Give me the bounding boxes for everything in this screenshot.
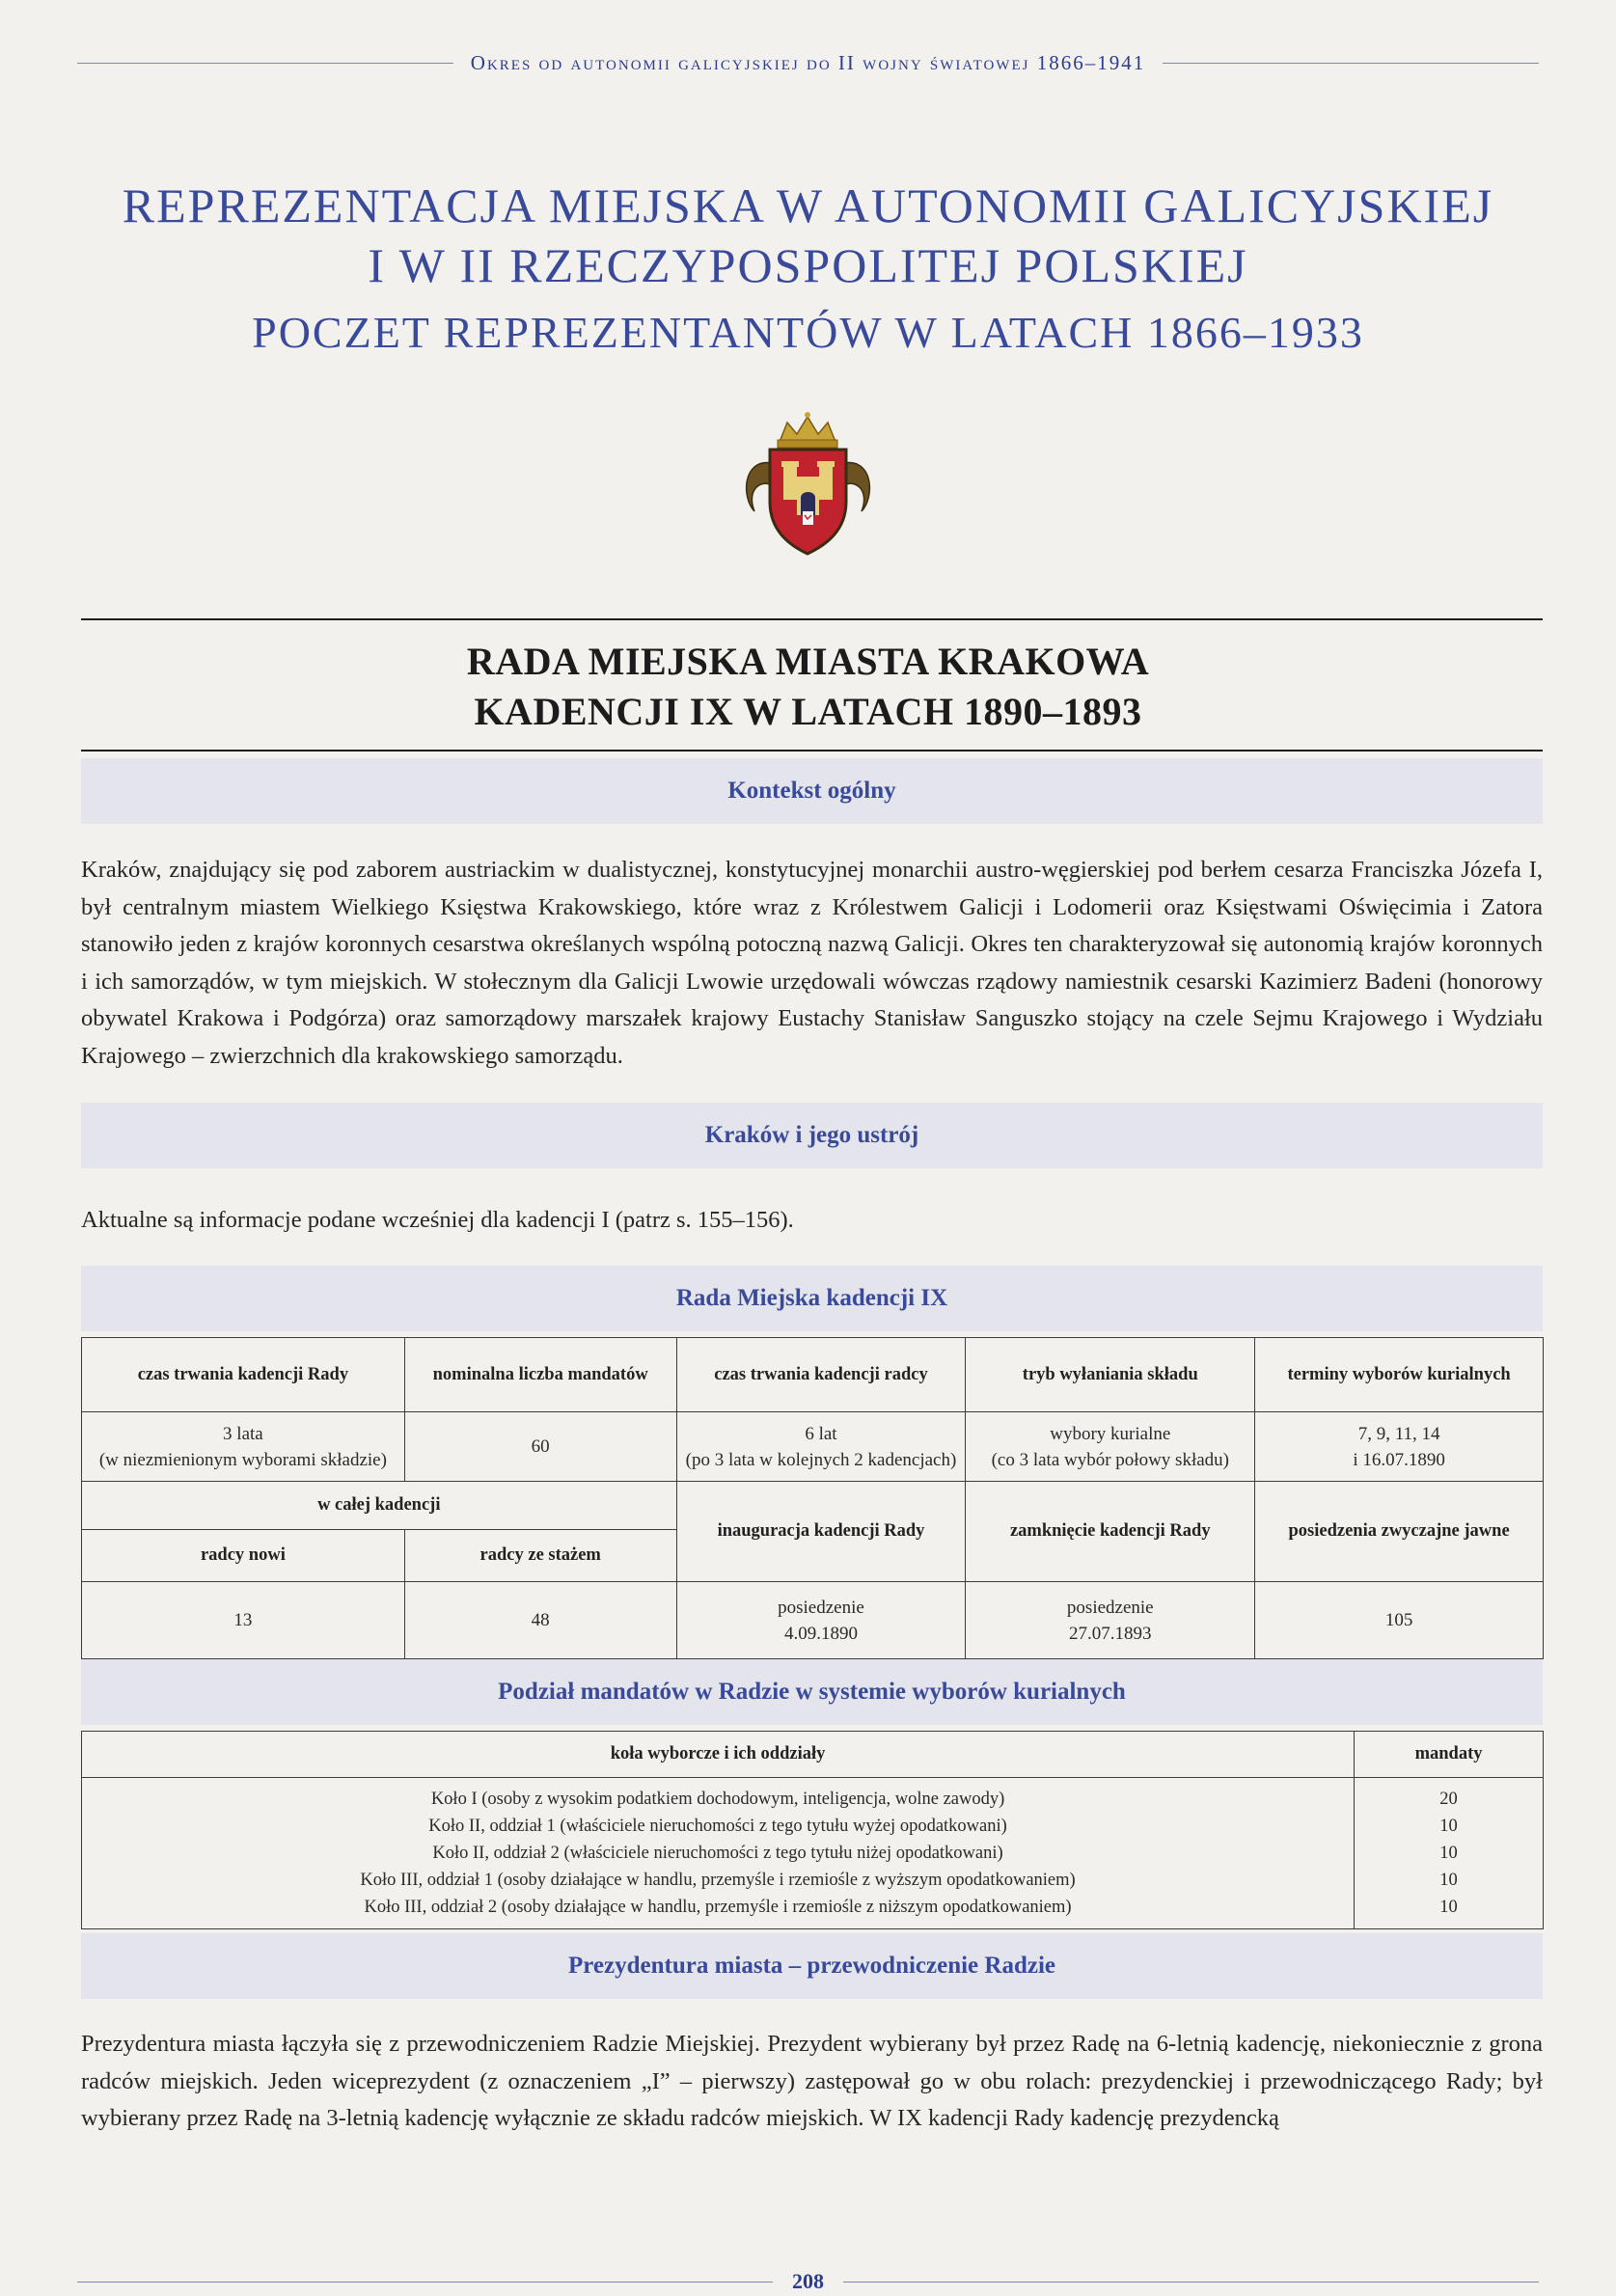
- cell-sessions: 105: [1255, 1582, 1544, 1659]
- council-values-row-2: [82, 1582, 1544, 1659]
- mandate-count: 10: [1439, 1871, 1458, 1890]
- header-inauguration: inauguracja kadencji Rady: [676, 1482, 966, 1582]
- header-duration: czas trwania kadencji Rady: [82, 1338, 405, 1412]
- header-closing: zamknięcie kadencji Rady: [966, 1482, 1255, 1582]
- mandate-count: 20: [1439, 1790, 1458, 1809]
- circle-row: Koło II, oddział 1 (właściciele nieruchomości z tego tytułu wyżej opodatkowani): [428, 1817, 1007, 1836]
- cell-inauguration: [676, 1582, 966, 1659]
- section-band-mandates: Podział mandatów w Radzie w systemie wyborów kurialnych: [81, 1659, 1543, 1725]
- closing-line-1: posiedzenie: [1066, 1597, 1154, 1618]
- heading-rule-bottom: [81, 750, 1543, 752]
- main-title-line-2: I W II RZECZYPOSPOLITEJ POLSKIEJ: [368, 238, 1248, 292]
- header-rule-right: [1163, 63, 1539, 64]
- running-header-text: Okres od autonomii galicyjskiej do II wojny światowej 1866–1941: [470, 50, 1146, 74]
- mandates-header-row: [82, 1732, 1544, 1778]
- councillor-term-main: 6 lat: [805, 1423, 837, 1444]
- cell-duration: [82, 1412, 405, 1482]
- council-header-row-2a: [82, 1482, 1544, 1530]
- mandates-table: [81, 1731, 1544, 1929]
- cell-mandates: 60: [404, 1412, 676, 1482]
- mode-main: wybory kurialne: [1050, 1423, 1171, 1444]
- presidency-paragraph: [81, 2026, 1543, 2138]
- structure-paragraph: [81, 1202, 1543, 1240]
- mode-note: (co 3 lata wybór połowy składu): [991, 1449, 1229, 1470]
- inauguration-line-2: 4.09.1890: [783, 1623, 858, 1644]
- mandates-count-list: [1355, 1778, 1544, 1929]
- inauguration-line-1: posiedzenie: [778, 1597, 864, 1618]
- cell-experienced-councillors: 48: [404, 1582, 676, 1659]
- context-paragraph: [81, 852, 1543, 1075]
- dates-line-2: i 16.07.1890: [1353, 1449, 1445, 1470]
- presidency-text: Prezydentura miasta łączyła się z przewodniczeniem Radzie Miejskiej. Prezydent wybierany był przez Radę na 6-letnią kadencję, niekoniecznie z grona radców miejskich. Jeden wiceprezydent (z oznaczeniem „I” – pierwszy) zastępował go w obu rolach: prezydenckiej i przewodniczącego Rady; był wybierany przez Radę na 3-letnią kadencję wyłącznie ze składu radców miejskich. W IX kadencji Rady kadencję prezydencką: [81, 2031, 1543, 2131]
- mandates-body-row: [82, 1778, 1544, 1929]
- header-election-dates: terminy wyborów kurialnych: [1255, 1338, 1544, 1412]
- header-councillor-term: czas trwania kadencji radcy: [676, 1338, 966, 1412]
- council-heading-line-1: RADA MIEJSKA MIASTA KRAKOWA: [466, 640, 1150, 683]
- cell-councillor-term: [676, 1412, 966, 1482]
- header-whole-term: w całej kadencji: [82, 1482, 677, 1530]
- heading-rule-top: [81, 618, 1543, 620]
- circle-row: Koło III, oddział 1 (osoby działające w handlu, przemyśle i rzemiośle z wyższym opodatkowaniem): [360, 1871, 1076, 1890]
- section-band-context: Kontekst ogólny: [81, 758, 1543, 824]
- section-band-structure: Kraków i jego ustrój: [81, 1103, 1543, 1168]
- closing-line-2: 27.07.1893: [1069, 1623, 1152, 1644]
- circle-row: Koło I (osoby z wysokim podatkiem dochodowym, inteligencja, wolne zawody): [430, 1790, 1005, 1809]
- council-heading: [96, 637, 1520, 737]
- header-election-mode: tryb wyłaniania składu: [966, 1338, 1255, 1412]
- cell-closing: [966, 1582, 1255, 1659]
- mandate-count: 10: [1439, 1844, 1458, 1863]
- structure-text: Aktualne są informacje podane wcześniej dla kadencji I (patrz s. 155–156).: [81, 1207, 794, 1233]
- cell-election-dates: [1255, 1412, 1544, 1482]
- header-experienced-councillors: radcy ze stażem: [404, 1530, 676, 1582]
- running-header: [77, 48, 1539, 77]
- electoral-circles-list: [82, 1778, 1355, 1929]
- page-number: 208: [792, 2269, 824, 2293]
- council-header-row: [82, 1338, 1544, 1412]
- section-band-presidency: Prezydentura miasta – przewodniczenie Radzie: [81, 1933, 1543, 1999]
- section-band-council: Rada Miejska kadencji IX: [81, 1266, 1543, 1331]
- page-footer: [77, 2267, 1539, 2296]
- header-mandates: nominalna liczba mandatów: [404, 1338, 676, 1412]
- mandate-count: 10: [1439, 1817, 1458, 1836]
- header-new-councillors: radcy nowi: [82, 1530, 405, 1582]
- main-title: [96, 176, 1520, 295]
- krakow-coat-of-arms-icon: [733, 405, 883, 560]
- dates-line-1: 7, 9, 11, 14: [1357, 1423, 1440, 1444]
- duration-main: 3 lata: [223, 1423, 263, 1444]
- circle-row: Koło III, oddział 2 (osoby działające w handlu, przemyśle i rzemiośle z niższym opodatkowaniem): [364, 1898, 1072, 1917]
- cell-new-councillors: 13: [82, 1582, 405, 1659]
- header-electoral-circles: koła wyborcze i ich oddziały: [82, 1732, 1355, 1778]
- council-heading-line-2: KADENCJI IX W LATACH 1890–1893: [474, 690, 1142, 733]
- context-text: Kraków, znajdujący się pod zaborem austriackim w dualistycznej, konstytucyjnej monarchii austro-węgierskiej pod berłem cesarza Franciszka Józefa I, był centralnym miastem Wielkiego Księstwa Krakowskiego, które wraz z Królestwem Galicji i Lodomerii oraz Księstwami Oświęcimia i Zatora stanowiło jeden z krajów koronnych cesarstwa określanych wspólną potoczną nazwą Galicji. Okres ten charakteryzował się autonomią krajów koronnych i ich samorządów, w tym miejskich. W stołecznym dla Galicji Lwowie urzędowali wówczas rządowy namiestnik cesarski Kazimierz Badeni (honorowy obywatel Krakowa i Podgórza) oraz samorządowy marszałek krajowy Eustachy Stanisław Sanguszko stojący na czele Sejmu Krajowego i Wydziału Krajowego – zwierzchnich dla krakowskiego samorządu.: [81, 857, 1543, 1069]
- council-table: [81, 1337, 1544, 1659]
- council-values-row: [82, 1412, 1544, 1482]
- cell-election-mode: [966, 1412, 1255, 1482]
- header-mandates-count: mandaty: [1355, 1732, 1544, 1778]
- header-sessions: posiedzenia zwyczajne jawne: [1255, 1482, 1544, 1582]
- main-title-line-1: REPREZENTACJA MIEJSKA W AUTONOMII GALICYJSKIEJ: [122, 178, 1494, 232]
- header-rule-left: [77, 63, 453, 64]
- sub-title: POCZET REPREZENTANTÓW W LATACH 1866–1933: [252, 308, 1364, 357]
- circle-row: Koło II, oddział 2 (właściciele nieruchomości z tego tytułu niżej opodatkowani): [432, 1844, 1003, 1863]
- mandate-count: 10: [1439, 1898, 1458, 1917]
- councillor-term-note: (po 3 lata w kolejnych 2 kadencjach): [685, 1449, 957, 1470]
- duration-note: (w niezmienionym wyborami składzie): [98, 1449, 387, 1470]
